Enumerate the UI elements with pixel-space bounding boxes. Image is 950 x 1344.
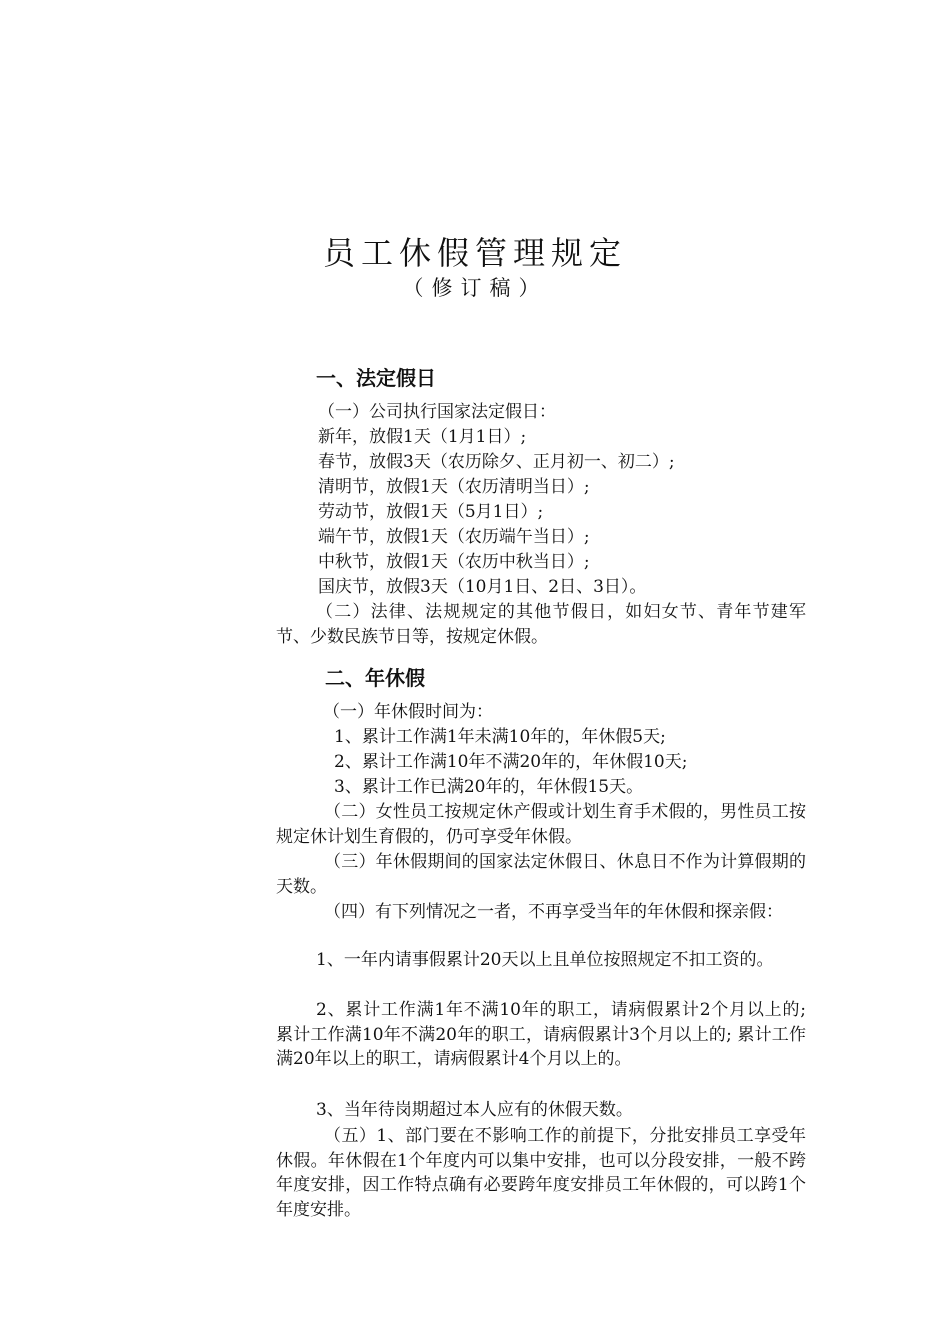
holiday-line: 春节，放假3天（农历除夕、正月初一、初二）; [318, 452, 675, 472]
holiday-line: 国庆节，放假3天（10月1日、2日、3日）。 [318, 577, 647, 597]
section2-paragraph-4-2: 2、累计工作满1年不满10年的职工，请病假累计2个月以上的; 累计工作满10年不满20年的职工，请病假累计3个月以上的; 累计工作满20年以上的职工，请病假累计4个月以上的。 [276, 1000, 806, 1069]
holiday-line: 新年，放假1天（1月1日）; [318, 427, 527, 447]
section1-other-holidays: （二）法律、法规规定的其他节假日，如妇女节、青年节建军节、少数民族节日等，按规定休假。 [276, 602, 806, 647]
holiday-line: 劳动节，放假1天（5月1日）; [318, 502, 544, 522]
section2-paragraph-4-1: 1、一年内请事假累计20天以上且单位按照规定不扣工资的。 [316, 950, 774, 970]
section-heading-holidays: 一、法定假日 [316, 366, 436, 390]
annual-leave-item: 1、累计工作满1年未满10年的，年休假5天; [334, 727, 666, 747]
section2-paragraph-4-3: 3、当年待岗期超过本人应有的休假天数。 [316, 1100, 633, 1120]
annual-leave-item: 2、累计工作满10年不满20年的，年休假10天; [334, 752, 688, 772]
section2-paragraph-4: （四）有下列情况之一者，不再享受当年的年休假和探亲假： [324, 902, 783, 922]
section2-paragraph-3: （三）年休假期间的国家法定休假日、休息日不作为计算假期的天数。 [276, 852, 806, 897]
section-heading-annual-leave: 二、年休假 [325, 666, 425, 690]
annual-leave-item: 3、累计工作已满20年的，年休假15天。 [334, 777, 644, 797]
section2-intro: （一）年休假时间为： [323, 702, 493, 722]
document-title: 员工休假管理规定 [322, 234, 627, 272]
holiday-line: 清明节，放假1天（农历清明当日）; [318, 477, 590, 497]
section1-intro: （一）公司执行国家法定假日： [318, 402, 556, 422]
holiday-line: 中秋节，放假1天（农历中秋当日）; [318, 552, 590, 572]
document-subtitle: （修订稿） [402, 276, 548, 300]
section2-paragraph-2: （二）女性员工按规定休产假或计划生育手术假的，男性员工按规定休计划生育假的，仍可享受年休假。 [276, 802, 806, 847]
section2-paragraph-5: （五）1、部门要在不影响工作的前提下，分批安排员工享受年休假。年休假在1个年度内可以集中安排，也可以分段安排，一般不跨年度安排，因工作特点确有必要跨年度安排员工年休假的，可以跨1个年度安排。 [276, 1126, 806, 1220]
holiday-line: 端午节，放假1天（农历端午当日）; [318, 527, 590, 547]
